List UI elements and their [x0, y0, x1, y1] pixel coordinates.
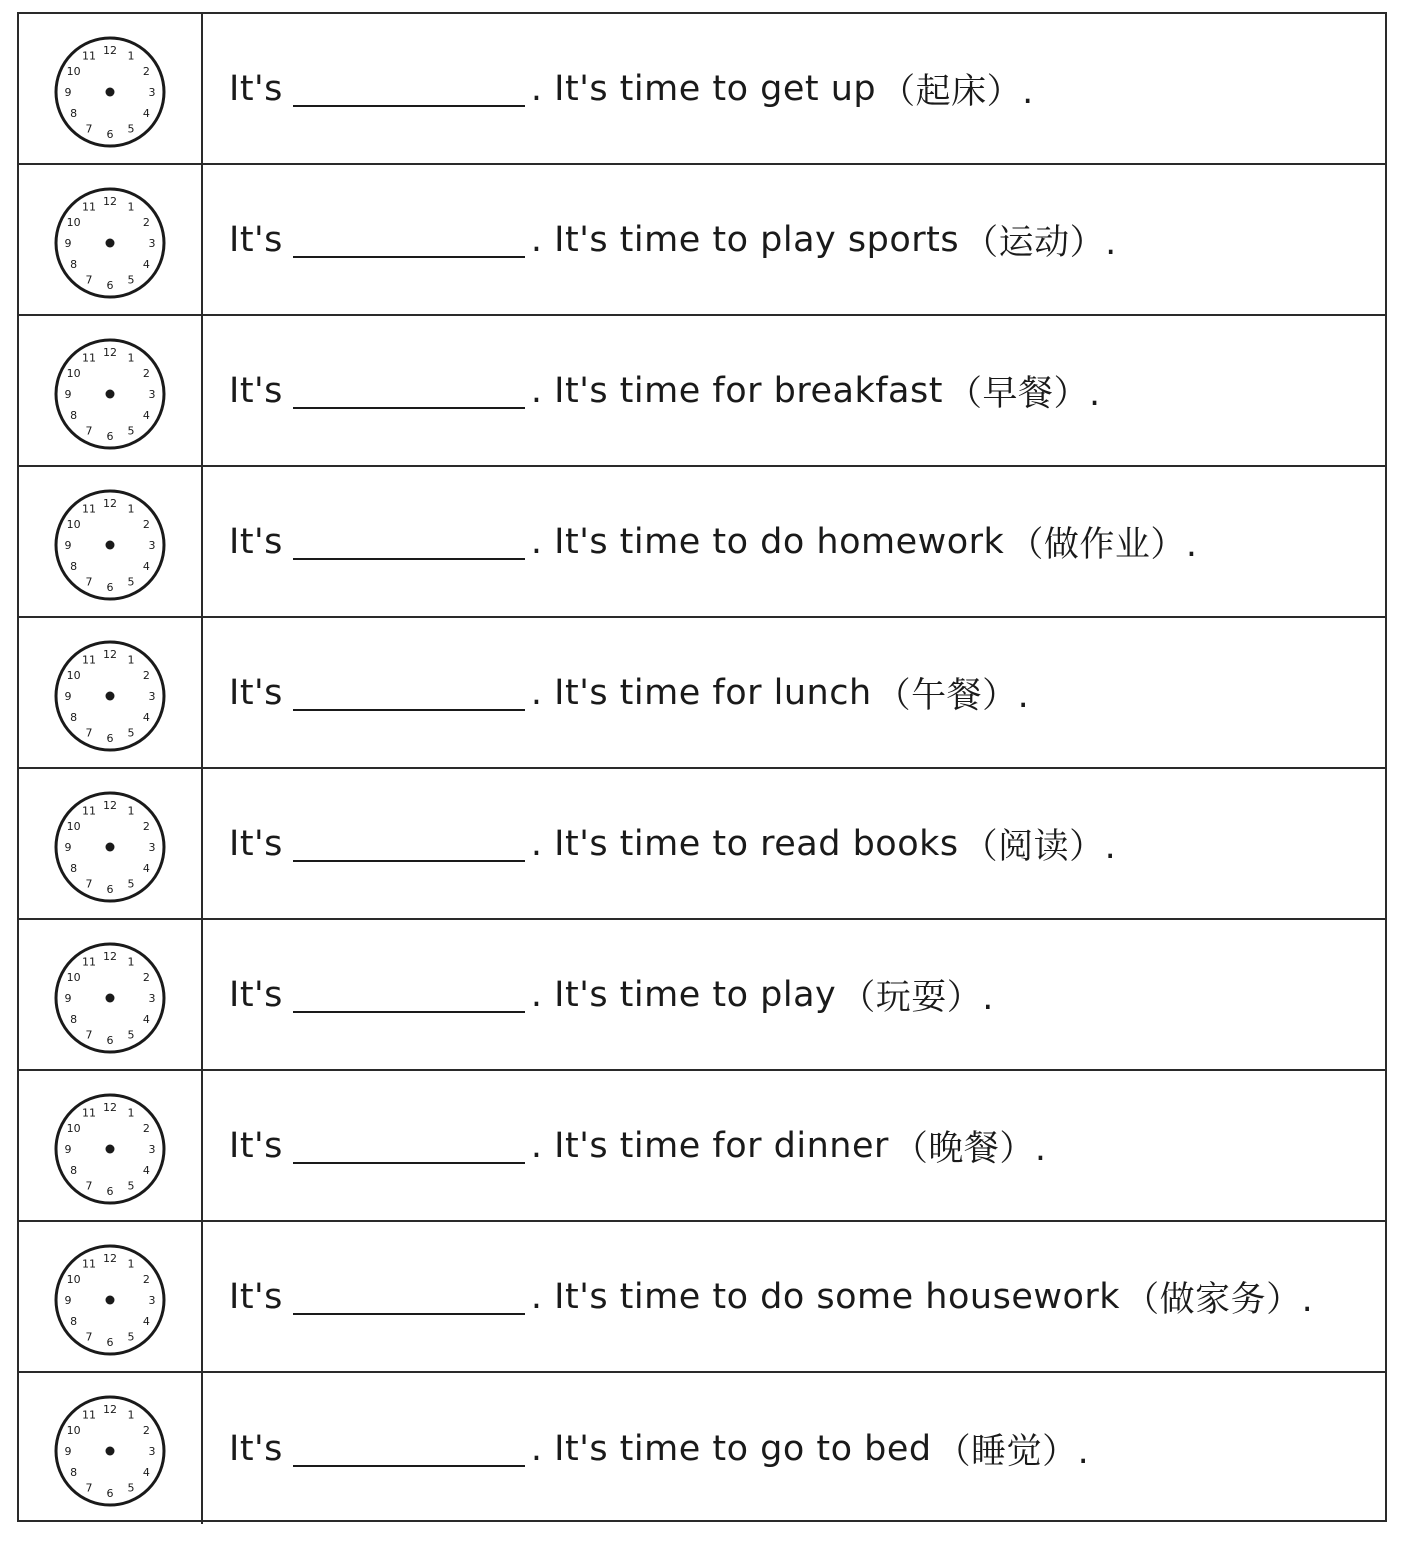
clock-numeral: 7 — [85, 122, 93, 136]
clock-numeral: 8 — [70, 1164, 78, 1177]
answer-blank[interactable] — [293, 826, 525, 862]
sentence — [229, 920, 994, 1069]
clock-numeral: 11 — [82, 1257, 96, 1271]
clock-center-dot — [106, 843, 115, 852]
clock-numeral: 2 — [142, 65, 150, 78]
clock-numeral: 8 — [70, 1013, 78, 1026]
clock-numeral: 4 — [142, 560, 150, 573]
clock-numeral: 11 — [82, 1408, 96, 1422]
clock-cell — [19, 1222, 203, 1371]
worksheet-row — [19, 1071, 1385, 1222]
clock-numeral: 3 — [148, 1143, 156, 1156]
clock-numeral: 11 — [82, 1106, 96, 1120]
clock-numeral: 2 — [142, 1273, 150, 1286]
clock-numeral: 9 — [64, 690, 72, 703]
clock-numeral: 5 — [127, 1481, 135, 1495]
clock-numeral: 6 — [106, 1034, 114, 1047]
clock-numeral: 8 — [70, 1315, 78, 1328]
clock-face-icon[interactable] — [52, 1393, 168, 1509]
clock-numeral: 6 — [106, 430, 114, 443]
clock-cell — [19, 1071, 203, 1220]
sentence-lead: It's — [229, 68, 283, 109]
sentence-text: . It's time to play sports — [530, 219, 960, 260]
sentence-lead: It's — [229, 1428, 283, 1469]
clock-numeral: 2 — [142, 367, 150, 380]
worksheet-row — [19, 769, 1385, 920]
clock-numeral: 3 — [148, 992, 156, 1005]
clock-numeral: 3 — [148, 841, 156, 854]
clock-numeral: 3 — [148, 86, 156, 99]
clock-numeral: 6 — [106, 1336, 114, 1349]
sentence-lead: It's — [229, 1125, 283, 1166]
clock-numeral: 7 — [85, 424, 93, 438]
clock-center-dot — [106, 1145, 115, 1154]
clock-numeral: 12 — [103, 648, 117, 661]
clock-numeral: 3 — [148, 388, 156, 401]
clock-numeral: 9 — [64, 86, 72, 99]
clock-center-dot — [106, 1447, 115, 1456]
sentence-text: . It's time to get up — [530, 68, 877, 109]
clock-numeral: 2 — [142, 518, 150, 531]
answer-blank[interactable] — [293, 977, 525, 1013]
clock-face-icon[interactable] — [52, 789, 168, 905]
clock-numeral: 12 — [103, 1101, 117, 1114]
sentence — [229, 14, 1034, 163]
answer-blank[interactable] — [293, 1128, 525, 1164]
clock-cell — [19, 165, 203, 314]
clock-face-icon[interactable] — [52, 940, 168, 1056]
clock-numeral: 7 — [85, 726, 93, 740]
clock-numeral: 4 — [142, 107, 150, 120]
clock-numeral: 12 — [103, 44, 117, 57]
clock-numeral: 3 — [148, 1294, 156, 1307]
clock-numeral: 8 — [70, 409, 78, 422]
clock-numeral: 4 — [142, 862, 150, 875]
clock-numeral: 3 — [148, 690, 156, 703]
chinese-gloss: （早餐）. — [946, 373, 1101, 414]
clock-numeral: 9 — [64, 1294, 72, 1307]
clock-numeral: 7 — [85, 575, 93, 589]
chinese-gloss: （做家务）. — [1124, 1279, 1314, 1320]
clock-numeral: 1 — [127, 49, 135, 63]
chinese-gloss: （做作业）. — [1008, 524, 1198, 565]
worksheet-row — [19, 618, 1385, 769]
clock-numeral: 1 — [127, 502, 135, 516]
clock-numeral: 1 — [127, 200, 135, 214]
clock-numeral: 7 — [85, 1330, 93, 1344]
sentence-text: . It's time to read books — [530, 823, 959, 864]
sentence-lead: It's — [229, 974, 283, 1015]
sentence — [229, 1222, 1313, 1371]
answer-blank[interactable] — [293, 373, 525, 409]
chinese-gloss: （阅读）. — [962, 826, 1117, 867]
clock-numeral: 4 — [142, 1164, 150, 1177]
clock-numeral: 11 — [82, 49, 96, 63]
clock-numeral: 4 — [142, 1466, 150, 1479]
clock-cell — [19, 769, 203, 918]
clock-numeral: 2 — [142, 1122, 150, 1135]
clock-numeral: 10 — [66, 820, 81, 833]
clock-numeral: 10 — [66, 971, 81, 984]
clock-numeral: 10 — [66, 216, 81, 229]
worksheet-row — [19, 1373, 1385, 1524]
clock-numeral: 9 — [64, 388, 72, 401]
clock-numeral: 5 — [127, 424, 135, 438]
clock-numeral: 12 — [103, 1403, 117, 1416]
clock-numeral: 12 — [103, 950, 117, 963]
sentence — [229, 769, 1116, 918]
clock-numeral: 8 — [70, 560, 78, 573]
clock-numeral: 1 — [127, 804, 135, 818]
clock-cell — [19, 467, 203, 616]
clock-numeral: 4 — [142, 409, 150, 422]
clock-numeral: 5 — [127, 1028, 135, 1042]
clock-numeral: 8 — [70, 1466, 78, 1479]
answer-blank[interactable] — [293, 222, 525, 258]
clock-center-dot — [106, 390, 115, 399]
sentence-lead: It's — [229, 672, 283, 713]
clock-numeral: 7 — [85, 1481, 93, 1495]
clock-numeral: 1 — [127, 1257, 135, 1271]
clock-numeral: 4 — [142, 1315, 150, 1328]
clock-numeral: 11 — [82, 200, 96, 214]
sentence-text: . It's time for breakfast — [530, 370, 943, 411]
clock-numeral: 8 — [70, 862, 78, 875]
chinese-gloss: （起床）. — [880, 71, 1034, 112]
clock-numeral: 10 — [66, 1424, 81, 1437]
worksheet-row — [19, 467, 1385, 618]
sentence — [229, 165, 1117, 314]
clock-face-icon[interactable] — [52, 1242, 168, 1358]
worksheet-row — [19, 920, 1385, 1071]
clock-cell — [19, 14, 203, 163]
chinese-gloss: （玩耍）. — [840, 977, 994, 1018]
sentence-text: . It's time to do homework — [530, 521, 1005, 562]
clock-numeral: 1 — [127, 1106, 135, 1120]
clock-numeral: 7 — [85, 1028, 93, 1042]
clock-numeral: 5 — [127, 1330, 135, 1344]
clock-cell — [19, 1373, 203, 1524]
answer-blank[interactable] — [293, 675, 525, 711]
clock-numeral: 10 — [66, 669, 81, 682]
clock-numeral: 8 — [70, 258, 78, 271]
clock-numeral: 4 — [142, 258, 150, 271]
sentence-text: . It's time for lunch — [530, 672, 872, 713]
clock-numeral: 1 — [127, 351, 135, 365]
clock-numeral: 6 — [106, 1487, 114, 1500]
sentence-lead: It's — [229, 219, 283, 260]
clock-cell — [19, 920, 203, 1069]
clock-numeral: 6 — [106, 1185, 114, 1198]
clock-numeral: 10 — [66, 1122, 81, 1135]
clock-numeral: 6 — [106, 128, 114, 141]
clock-face-icon[interactable] — [52, 1091, 168, 1207]
clock-face-icon[interactable] — [52, 336, 168, 452]
chinese-gloss: （运动）. — [963, 222, 1117, 263]
clock-numeral: 5 — [127, 1179, 135, 1193]
sentence — [229, 467, 1197, 616]
clock-numeral: 10 — [66, 367, 81, 380]
clock-numeral: 5 — [127, 122, 135, 136]
sentence — [229, 1373, 1089, 1524]
clock-center-dot — [106, 994, 115, 1003]
clock-numeral: 9 — [64, 1143, 72, 1156]
clock-face-icon[interactable] — [52, 34, 168, 150]
clock-numeral: 5 — [127, 575, 135, 589]
sentence — [229, 316, 1101, 465]
clock-numeral: 3 — [148, 237, 156, 250]
clock-numeral: 2 — [142, 820, 150, 833]
clock-center-dot — [106, 1296, 115, 1305]
clock-center-dot — [106, 239, 115, 248]
sentence — [229, 1071, 1047, 1220]
clock-numeral: 8 — [70, 107, 78, 120]
clock-numeral: 1 — [127, 653, 135, 667]
clock-center-dot — [106, 692, 115, 701]
clock-numeral: 10 — [66, 518, 81, 531]
answer-blank[interactable] — [293, 1431, 525, 1467]
clock-numeral: 7 — [85, 1179, 93, 1193]
clock-numeral: 1 — [127, 955, 135, 969]
clock-center-dot — [106, 88, 115, 97]
clock-numeral: 2 — [142, 1424, 150, 1437]
clock-numeral: 9 — [64, 539, 72, 552]
clock-numeral: 10 — [66, 1273, 81, 1286]
worksheet-row — [19, 165, 1385, 316]
clock-numeral: 10 — [66, 65, 81, 78]
clock-numeral: 9 — [64, 1445, 72, 1458]
chinese-gloss: （睡觉）. — [935, 1431, 1090, 1472]
sentence-text: . It's time to go to bed — [530, 1428, 932, 1469]
clock-cell — [19, 316, 203, 465]
clock-numeral: 4 — [142, 711, 150, 724]
answer-blank[interactable] — [293, 1279, 525, 1315]
clock-numeral: 6 — [106, 279, 114, 292]
clock-numeral: 12 — [103, 1252, 117, 1265]
clock-numeral: 11 — [82, 502, 96, 516]
worksheet-row — [19, 316, 1385, 467]
clock-numeral: 11 — [82, 955, 96, 969]
clock-numeral: 12 — [103, 799, 117, 812]
clock-numeral: 2 — [142, 971, 150, 984]
clock-numeral: 4 — [142, 1013, 150, 1026]
clock-numeral: 5 — [127, 726, 135, 740]
clock-numeral: 12 — [103, 195, 117, 208]
chinese-gloss: （晚餐）. — [892, 1128, 1047, 1169]
worksheet-table — [17, 12, 1387, 1522]
clock-face-icon[interactable] — [52, 185, 168, 301]
sentence — [229, 618, 1029, 767]
answer-blank[interactable] — [293, 524, 525, 560]
sentence-lead: It's — [229, 823, 283, 864]
chinese-gloss: （午餐）. — [875, 675, 1030, 716]
clock-numeral: 7 — [85, 273, 93, 287]
clock-numeral: 6 — [106, 581, 114, 594]
clock-numeral: 3 — [148, 1445, 156, 1458]
clock-numeral: 2 — [142, 216, 150, 229]
clock-numeral: 9 — [64, 841, 72, 854]
sentence-text: . It's time for dinner — [530, 1125, 889, 1166]
clock-numeral: 1 — [127, 1408, 135, 1422]
worksheet-row — [19, 1222, 1385, 1373]
sentence-text: . It's time to do some housework — [530, 1276, 1121, 1317]
clock-numeral: 6 — [106, 732, 114, 745]
clock-numeral: 12 — [103, 346, 117, 359]
clock-numeral: 9 — [64, 992, 72, 1005]
sentence-lead: It's — [229, 521, 283, 562]
sentence-lead: It's — [229, 370, 283, 411]
clock-numeral: 2 — [142, 669, 150, 682]
clock-cell — [19, 618, 203, 767]
clock-numeral: 7 — [85, 877, 93, 891]
sentence-lead: It's — [229, 1276, 283, 1317]
sentence-text: . It's time to play — [530, 974, 837, 1015]
clock-numeral: 3 — [148, 539, 156, 552]
clock-face-icon[interactable] — [52, 487, 168, 603]
clock-numeral: 11 — [82, 351, 96, 365]
clock-numeral: 12 — [103, 497, 117, 510]
clock-center-dot — [106, 541, 115, 550]
answer-blank[interactable] — [293, 71, 525, 107]
worksheet-row — [19, 14, 1385, 165]
clock-numeral: 6 — [106, 883, 114, 896]
clock-face-icon[interactable] — [52, 638, 168, 754]
clock-numeral: 9 — [64, 237, 72, 250]
clock-numeral: 8 — [70, 711, 78, 724]
clock-numeral: 5 — [127, 273, 135, 287]
clock-numeral: 11 — [82, 653, 96, 667]
clock-numeral: 5 — [127, 877, 135, 891]
clock-numeral: 11 — [82, 804, 96, 818]
